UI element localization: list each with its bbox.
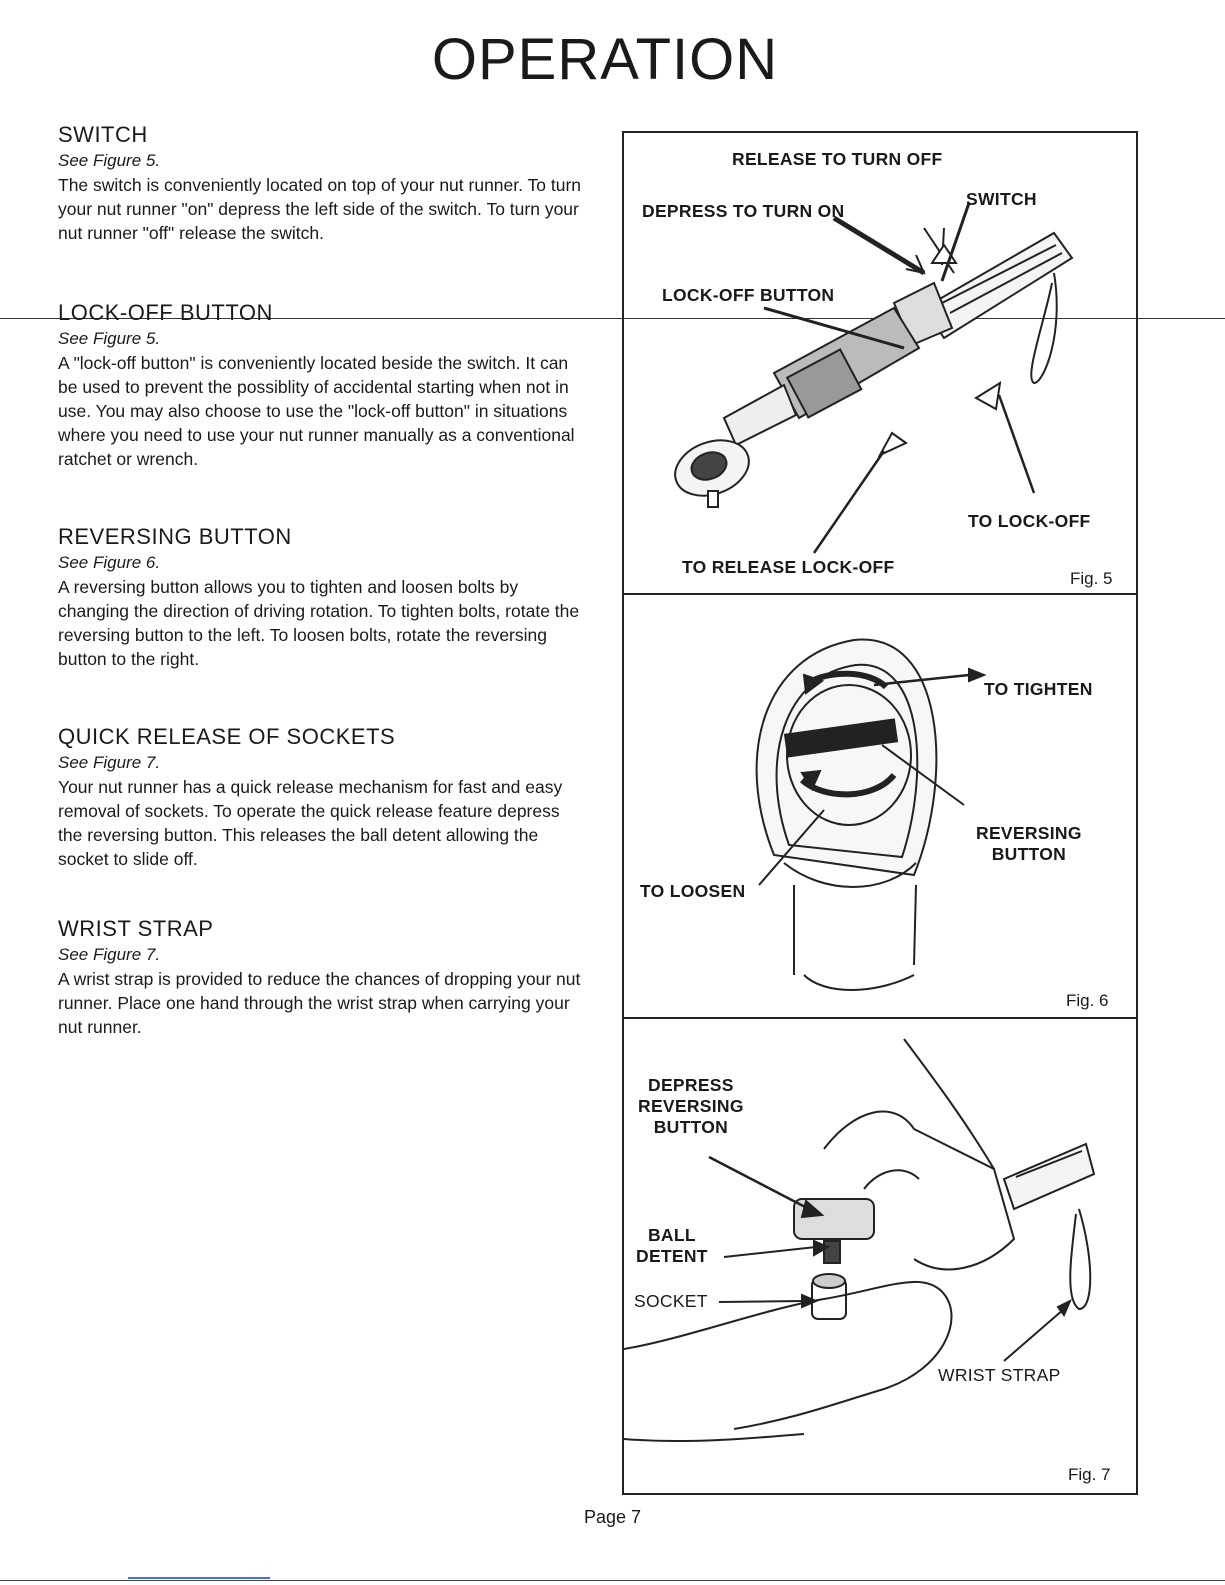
figure-reference: See Figure 5. (58, 329, 161, 348)
section-body-wrist-strap: A wrist strap is provided to reduce the chances of dropping your nut runner. Place one hand through the wrist strap when carrying your nut runner. (58, 969, 581, 1037)
bottom-link-underline (128, 1577, 270, 1579)
section-quick-release (58, 724, 588, 871)
figure-label: Fig. 7 (1068, 1465, 1111, 1484)
section-heading-reversing: REVERSING BUTTON (58, 524, 292, 549)
section-heading-lockoff: LOCK-OFF BUTTON (58, 300, 273, 325)
callout-wrist-strap: WRIST STRAP (938, 1365, 1061, 1385)
section-body-reversing: A reversing button allows you to tighten and loosen bolts by changing the direction of driving rotation. To tighten bolts, rotate the reversing button to the left. To loosen bolts, rotate the reversing button to the right. (58, 577, 580, 669)
ratchet-head-illustration (624, 595, 1136, 1019)
section-wrist-strap (58, 916, 588, 1039)
figure-7 (624, 1017, 1136, 1493)
callout-to-release-lockoff: TO RELEASE LOCK-OFF (682, 557, 895, 577)
callout-lockoff-button: LOCK-OFF BUTTON (662, 285, 835, 305)
callout-to-loosen: TO LOOSEN (640, 881, 746, 901)
callout-depress-on: DEPRESS TO TURN ON (642, 201, 845, 221)
callout-reversing-button: REVERSING BUTTON (976, 823, 1082, 864)
callout-switch: SWITCH (966, 189, 1037, 209)
callout-release-off: RELEASE TO TURN OFF (732, 149, 943, 169)
callout-socket: SOCKET (634, 1291, 708, 1311)
figure-frame (622, 131, 1138, 1495)
figure-6 (624, 593, 1136, 1019)
section-body-switch: The switch is conveniently located on top of your nut runner. To turn your nut runner "on" depress the left side of the switch. To turn your nut runner "off" release the switch. (58, 175, 582, 243)
figure-reference: See Figure 5. (58, 151, 161, 170)
callout-to-lockoff: TO LOCK-OFF (968, 511, 1091, 531)
section-heading-quick-release: QUICK RELEASE OF SOCKETS (58, 724, 396, 749)
section-heading-wrist-strap: WRIST STRAP (58, 916, 214, 941)
figure-label: Fig. 6 (1066, 991, 1109, 1010)
figure-reference: See Figure 7. (58, 945, 161, 964)
page-title: OPERATION (431, 27, 779, 92)
page-number: Page 7 (583, 1507, 642, 1527)
section-lockoff (58, 300, 588, 471)
figure-5 (624, 133, 1136, 593)
figure-label: Fig. 5 (1070, 569, 1113, 588)
section-heading-switch: SWITCH (58, 122, 148, 147)
callout-to-tighten: TO TIGHTEN (984, 679, 1093, 699)
section-body-quick-release: Your nut runner has a quick release mechanism for fast and easy removal of sockets. To operate the quick release feature depress the reversing button. This releases the ball detent allowing the socket to slide off. (58, 777, 563, 869)
callout-ball-detent: BALL DETENT (636, 1225, 708, 1266)
section-reversing (58, 524, 588, 671)
figure-reference: See Figure 6. (58, 553, 161, 572)
bottom-rule (0, 1580, 1225, 1581)
section-switch (58, 122, 588, 245)
figure-reference: See Figure 7. (58, 753, 161, 772)
callout-depress-reversing: DEPRESS REVERSING BUTTON (638, 1075, 744, 1137)
section-body-lockoff: A "lock-off button" is conveniently located beside the switch. It can be used to prevent the possiblity of accidental starting when not in use. You may also choose to use the "lock-off button" in situations where you need to use your nut runner manually as a conventional ratchet or wrench. (58, 353, 575, 469)
